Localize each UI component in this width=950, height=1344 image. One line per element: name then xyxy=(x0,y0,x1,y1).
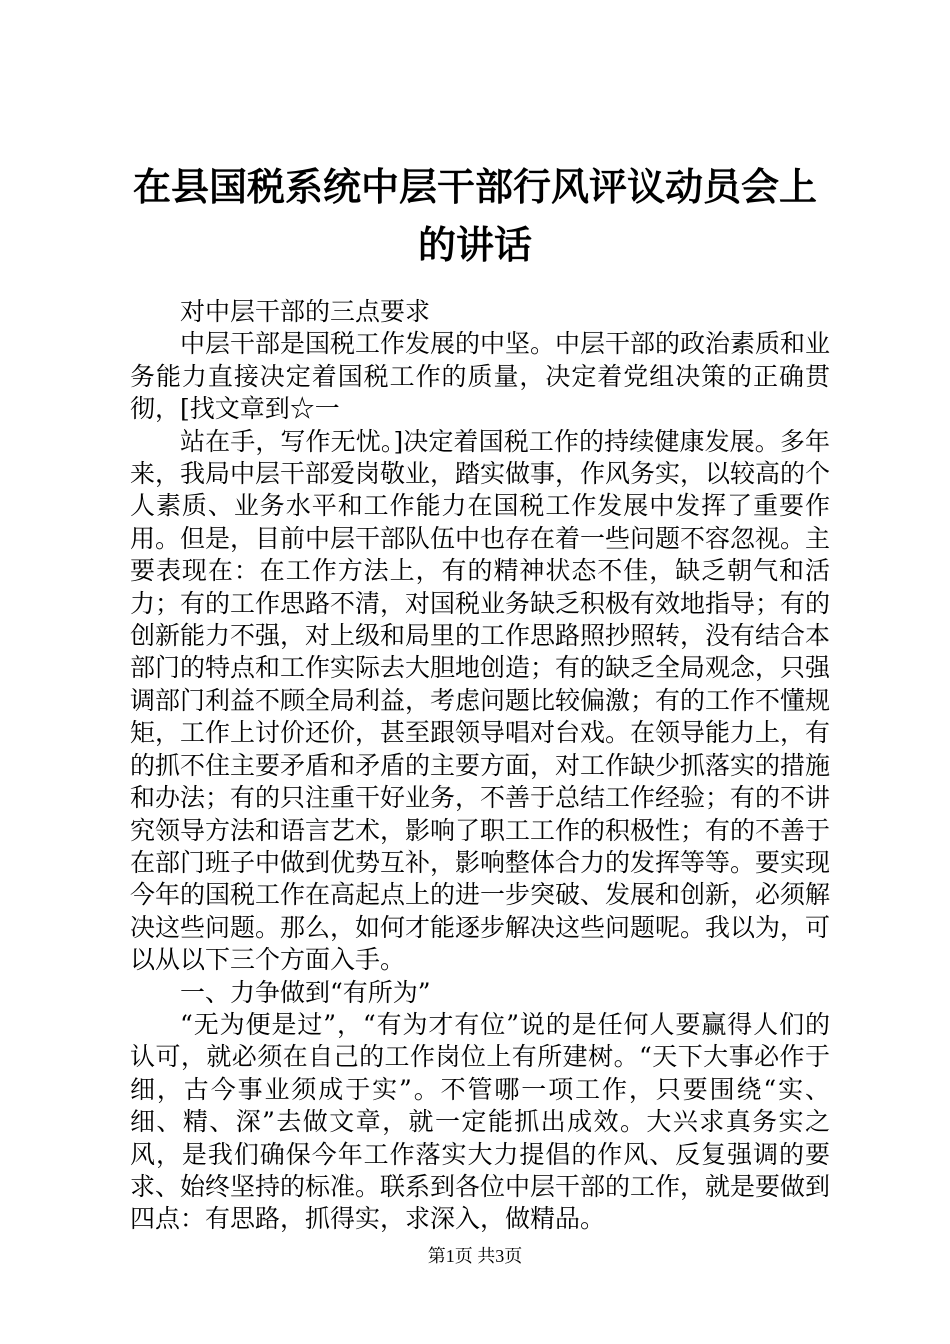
paragraph-problems: 站在手，写作无忧。]决定着国税工作的持续健康发展。多年来，我局中层干部爱岗敬业，踏实做事，作风务实，以较高的个人素质、业务水平和工作能力在国税工作发展中发挥了重要作用。但是，目前中层干部队伍中也存在着一些问题不容忽视。主要表现在：在工作方法上，有的精神状态不佳，缺乏朝气和活力；有的工作思路不清，对国税业务缺乏积极有效地指导；有的创新能力不强，对上级和局里的工作思路照抄照转，没有结合本部门的特点和工作实际去大胆地创造；有的缺乏全局观念，只强调部门利益不顾全局利益，考虑问题比较偏激；有的工作不懂规矩，工作上讨价还价，甚至跟领导唱对台戏。在领导能力上，有的抓不住主要矛盾和矛盾的主要方面，对工作缺少抓落实的措施和办法；有的只注重干好业务，不善于总结工作经验；有的不讲究领导方法和语言艺术，影响了职工工作的积极性；有的不善于在部门班子中做到优势互补，影响整体合力的发挥等等。要实现今年的国税工作在高起点上的进一步突破、发展和创新，必须解决这些问题。那么，如何才能逐步解决这些问题呢。我以为，可以从以下三个方面入手。 xyxy=(130,426,831,975)
document-title: 在县国税系统中层干部行风评议动员会上的讲话 xyxy=(132,165,817,267)
paragraph-section-one: “无为便是过”，“有为才有位”说的是任何人要赢得人们的认可，就必须在自己的工作岗位上有所建树。“天下大事必作于细，古今事业须成于实”。不管哪一项工作，只要围绕“实、细、精、深”去做文章，就一定能抓出成效。大兴求真务实之风，是我们确保今年工作落实大力提倡的作风、反复强调的要求、始终坚持的标准。联系到各位中层干部的工作，就是要做到四点：有思路，抓得实，求深入，做精品。 xyxy=(130,1009,831,1234)
paragraph-intro: 中层干部是国税工作发展的中坚。中层干部的政治素质和业务能力直接决定着国税工作的质量，决定着党组决策的正确贯彻，[找文章到☆一 xyxy=(130,329,831,424)
paragraph-subtitle: 对中层干部的三点要求 xyxy=(180,297,431,326)
document-body xyxy=(130,296,830,1236)
section-heading-one: 一、力争做到“有所为” xyxy=(180,977,431,1007)
page-number-footer: 第1页 共3页 xyxy=(427,1246,523,1266)
